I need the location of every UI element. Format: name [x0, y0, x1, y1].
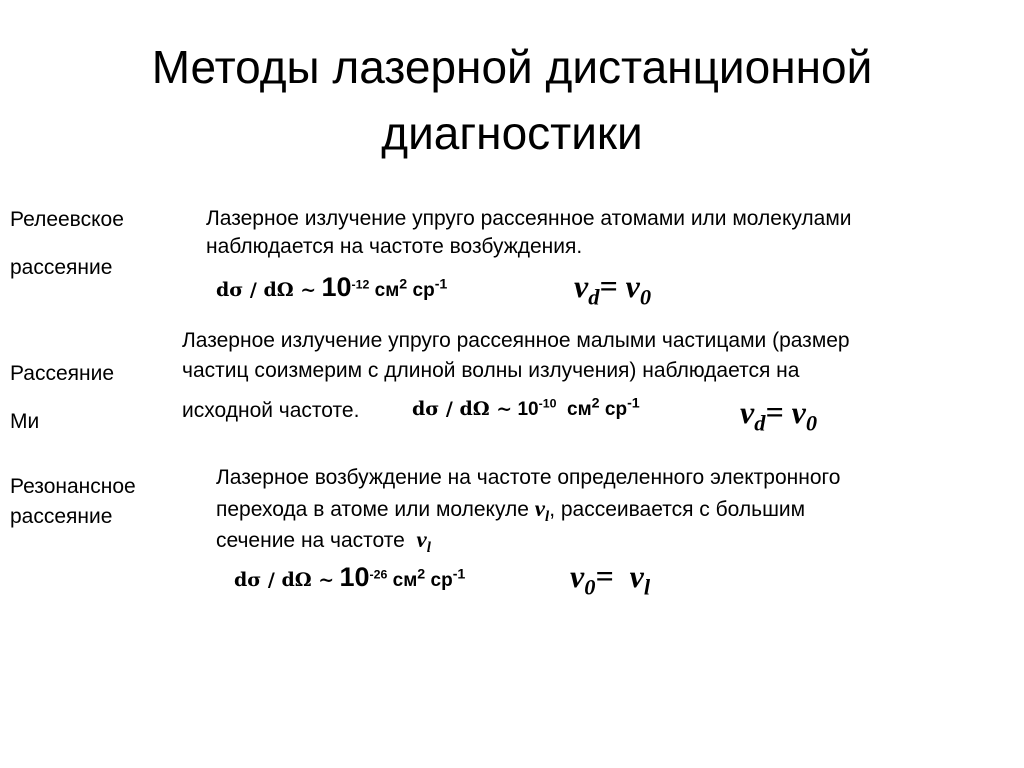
nu-symbol: ν	[570, 558, 585, 594]
nu-symbol: ν	[629, 558, 644, 594]
nu-subscript: l	[426, 540, 431, 557]
nu-subscript: l	[545, 509, 550, 526]
nu-subscript: d	[588, 284, 600, 310]
formula-unit-cm: см	[392, 570, 418, 591]
resonance-description-line2	[216, 496, 805, 530]
formula-unit-sr-exp: -1	[434, 276, 448, 293]
row-label-rayleigh-line1: Релеевское	[10, 208, 124, 231]
resonance-description-line3	[216, 527, 431, 561]
nu-symbol: ν	[416, 527, 427, 552]
row-label-resonance-line2: рассеяние	[10, 505, 113, 528]
equals-sign: =	[599, 268, 618, 304]
formula-unit-sr-exp: -1	[452, 566, 466, 583]
resonance-line2-text-a: перехода в атоме или молекуле	[216, 498, 529, 521]
formula-exponent: -12	[351, 277, 370, 292]
nu-subscript: 0	[805, 410, 818, 436]
rayleigh-frequency-relation	[574, 268, 652, 310]
nu-subscript: 0	[639, 284, 652, 310]
formula-unit-sr-exp: -1	[627, 395, 640, 412]
nu-symbol: ν	[791, 394, 806, 430]
formula-unit-sr: ср	[430, 570, 453, 591]
nu-symbol: ν	[625, 268, 640, 304]
row-label-resonance-line1: Резонансное	[10, 475, 136, 498]
formula-unit-cm-exp: 2	[417, 566, 426, 583]
formula-base: 10	[517, 399, 539, 420]
nu-subscript: l	[643, 574, 651, 600]
equals-sign: =	[595, 558, 614, 594]
formula-base: 10	[339, 562, 370, 592]
formula-unit-cm: см	[374, 280, 400, 301]
formula-unit-cm-exp: 2	[399, 276, 408, 293]
formula-unit-sr: ср	[412, 280, 435, 301]
resonance-description-line1: Лазерное возбуждение на частоте определенного электронного	[216, 466, 841, 489]
nu-symbol: ν	[574, 268, 589, 304]
rayleigh-description-line2: наблюдается на частоте возбуждения.	[206, 235, 583, 258]
mie-description-line2: частиц соизмерим с длиной волны излучения) наблюдается на	[182, 359, 800, 382]
nu-symbol: ν	[740, 394, 755, 430]
resonance-cross-section-formula	[234, 562, 465, 596]
formula-unit-cm-exp: 2	[591, 395, 600, 412]
mie-description-line1: Лазерное излучение упруго рассеянное малыми частицами (размер	[182, 329, 850, 352]
nu-subscript: 0	[584, 574, 596, 600]
mie-description-line3: исходной частоте.	[182, 399, 360, 422]
formula-unit-sr: ср	[604, 399, 628, 420]
formula-base: 10	[321, 272, 352, 302]
page-title-line2: диагностики	[381, 107, 643, 159]
formula-lhs: dσ / dΩ ~	[234, 569, 335, 591]
mie-cross-section-formula	[412, 394, 640, 425]
nu-subscript: d	[754, 410, 766, 436]
formula-lhs: dσ / dΩ ~	[216, 279, 317, 301]
nu-symbol: ν	[534, 496, 546, 521]
rayleigh-cross-section-formula	[216, 272, 447, 306]
formula-exponent: -26	[369, 567, 388, 582]
rayleigh-description-line1: Лазерное излучение упруго рассеянное атомами или молекулами	[206, 207, 852, 230]
formula-unit-cm: см	[567, 399, 592, 420]
mie-frequency-relation	[740, 394, 818, 436]
formula-lhs: dσ / dΩ ~	[412, 398, 513, 420]
page-title-line1: Методы лазерной дистанционной	[151, 41, 873, 93]
resonance-frequency-relation	[570, 558, 651, 600]
row-label-mie-line1: Рассеяние	[10, 362, 115, 385]
formula-exponent: -10	[538, 396, 557, 411]
equals-sign: =	[765, 394, 784, 430]
row-label-rayleigh-line2: рассеяние	[10, 256, 113, 279]
row-label-mie-line2: Ми	[10, 410, 40, 433]
resonance-line3-text-a: сечение на частоте	[216, 529, 405, 552]
resonance-line2-text-b: , рассеивается с большим	[549, 498, 806, 521]
